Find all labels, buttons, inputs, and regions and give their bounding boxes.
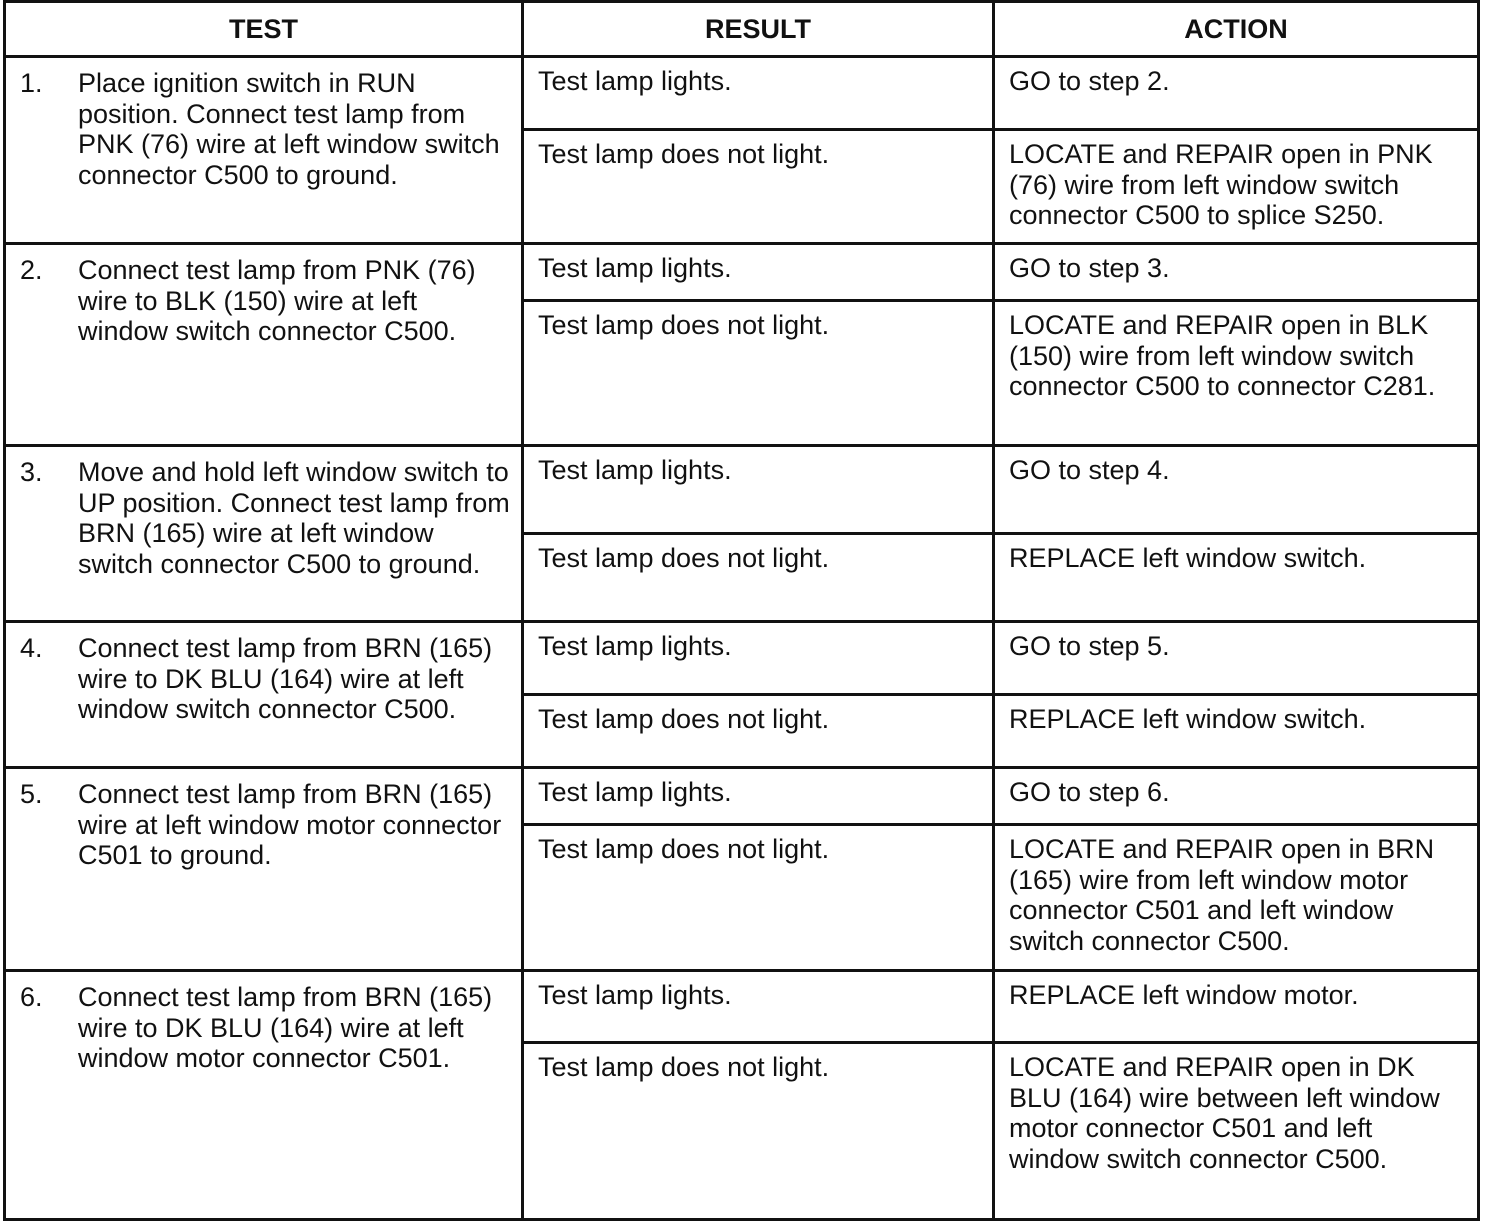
- result-cell: Test lamp lights.: [523, 244, 994, 301]
- result-cell: Test lamp does not light.: [523, 695, 994, 768]
- action-cell: GO to step 3.: [994, 244, 1479, 301]
- step-2-test-cell: [5, 244, 523, 446]
- step-number: 6.: [20, 982, 43, 1012]
- header-row: [5, 2, 1479, 57]
- action-cell: LOCATE and REPAIR open in BRN (165) wire from left window motor connector C501 and left window switch connector C500.: [994, 825, 1479, 971]
- result-cell: Test lamp lights.: [523, 971, 994, 1043]
- action-cell: LOCATE and REPAIR open in PNK (76) wire from left window switch connector C500 to splice S250.: [994, 130, 1479, 244]
- test-text: Move and hold left window switch to UP position. Connect test lamp from BRN (165) wire at left window switch connector C500 to ground.: [78, 457, 510, 579]
- test-text: Connect test lamp from BRN (165) wire to DK BLU (164) wire at left window switch connector C500.: [78, 633, 493, 724]
- action-cell: LOCATE and REPAIR open in BLK (150) wire from left window switch connector C500 to connector C281.: [994, 301, 1479, 446]
- step-number: 4.: [20, 633, 43, 663]
- test-text: Connect test lamp from BRN (165) wire to DK BLU (164) wire at left window motor connector C501.: [78, 982, 493, 1073]
- test-text: Connect test lamp from PNK (76) wire to BLK (150) wire at left window switch connector C500.: [78, 255, 476, 346]
- result-cell: Test lamp does not light.: [523, 534, 994, 622]
- step-number: 2.: [20, 255, 43, 285]
- result-cell: Test lamp lights.: [523, 768, 994, 825]
- step-2-row-a: [5, 244, 1479, 301]
- step-6-row-a: [5, 971, 1479, 1043]
- step-number: 1.: [20, 68, 43, 98]
- test-text: Connect test lamp from BRN (165) wire at left window motor connector C501 to ground.: [78, 779, 502, 870]
- action-cell: LOCATE and REPAIR open in DK BLU (164) wire between left window motor connector C501 and left window switch connector C500.: [994, 1043, 1479, 1220]
- action-cell: GO to step 6.: [994, 768, 1479, 825]
- step-number: 5.: [20, 779, 43, 809]
- action-cell: GO to step 4.: [994, 446, 1479, 534]
- step-5-test-cell: [5, 768, 523, 971]
- action-cell: REPLACE left window switch.: [994, 534, 1479, 622]
- step-5-row-a: [5, 768, 1479, 825]
- header-action: ACTION: [994, 2, 1479, 57]
- result-cell: Test lamp does not light.: [523, 1043, 994, 1220]
- step-3-row-a: [5, 446, 1479, 534]
- step-6-test-cell: [5, 971, 523, 1220]
- step-4-row-a: [5, 622, 1479, 695]
- action-cell: REPLACE left window motor.: [994, 971, 1479, 1043]
- step-3-test-cell: [5, 446, 523, 622]
- diagnostic-test-table: [3, 0, 1480, 1221]
- result-cell: Test lamp does not light.: [523, 301, 994, 446]
- result-cell: Test lamp lights.: [523, 57, 994, 130]
- action-cell: REPLACE left window switch.: [994, 695, 1479, 768]
- test-text: Place ignition switch in RUN position. Connect test lamp from PNK (76) wire at left window switch connector C500 to ground.: [78, 68, 500, 190]
- header-test: TEST: [5, 2, 523, 57]
- result-cell: Test lamp does not light.: [523, 130, 994, 244]
- result-cell: Test lamp lights.: [523, 622, 994, 695]
- step-1-test-cell: [5, 57, 523, 244]
- result-cell: Test lamp does not light.: [523, 825, 994, 971]
- header-result: RESULT: [523, 2, 994, 57]
- step-4-test-cell: [5, 622, 523, 768]
- action-cell: GO to step 2.: [994, 57, 1479, 130]
- step-1-row-a: [5, 57, 1479, 130]
- step-number: 3.: [20, 457, 43, 487]
- action-cell: GO to step 5.: [994, 622, 1479, 695]
- result-cell: Test lamp lights.: [523, 446, 994, 534]
